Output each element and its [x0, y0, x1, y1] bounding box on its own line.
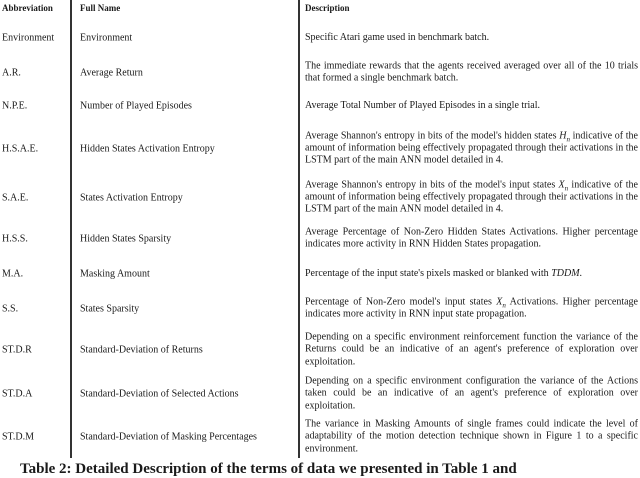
description-text-cont: . [579, 267, 583, 279]
full-name-cell: Hidden States Sparsity [80, 233, 172, 244]
abbreviation-cell: A.R. [2, 67, 21, 78]
math-symbol: TDDM [551, 267, 580, 279]
math-symbol: X [496, 296, 503, 308]
math-subscript: n [566, 134, 570, 143]
description-text: Depending on a specific environment configuration the variance of the Actions taken could be an indicative of an agent's preference of exploration over exploitation. [305, 375, 638, 412]
description-cell [305, 60, 638, 85]
table-row [0, 290, 640, 327]
description-text: Average Shannon's entropy in bits of the model's input states [305, 178, 559, 190]
table-row [0, 176, 640, 219]
math-symbol: X [558, 178, 565, 190]
full-name-cell: Hidden States Activation Entropy [80, 143, 215, 154]
description-cell [305, 130, 638, 167]
description-cell [305, 267, 638, 279]
full-name-cell: Standard-Deviation of Returns [80, 344, 203, 356]
description-cell [305, 226, 638, 251]
full-name-cell: States Activation Entropy [80, 192, 183, 203]
table-row [0, 373, 640, 415]
table-caption: Table 2: Detailed Description of the terms of data we presented in Table 1 and [20, 461, 517, 477]
abbreviation-cell: M.A. [2, 268, 24, 279]
table-row [0, 90, 640, 121]
description-text: Average Percentage of Non-Zero Hidden States Activations. Higher percentage indicates more activity in RNN Hidden States propagation. [305, 226, 638, 250]
table-row [0, 416, 640, 458]
description-cell [305, 418, 638, 455]
description-text: The immediate rewards that the agents received averaged over all of the 10 trials that formed a single benchmark batch. [305, 60, 638, 84]
abbreviation-cell: ST.D.M [2, 431, 35, 443]
math-subscript: n [564, 183, 569, 192]
description-cell [305, 179, 638, 216]
full-name-cell: Masking Amount [80, 268, 150, 279]
header-abbreviation: Abbreviation [2, 3, 53, 13]
full-name-cell: Average Return [80, 67, 143, 78]
table-row [0, 20, 640, 55]
description-cell [305, 31, 638, 43]
abbreviation-cell: ST.D.A [2, 388, 33, 400]
math-symbol: H [559, 129, 567, 141]
description-text: Depending on a specific environment reinforcement function the variance of the Returns could be an indicative of an agent's preference of exploration over exploitation. [305, 331, 638, 368]
abbreviation-cell: N.P.E. [2, 100, 28, 111]
description-cell [305, 99, 638, 111]
table-row [0, 328, 640, 372]
description-text: Specific Atari game used in benchmark batch. [305, 31, 490, 43]
abbreviation-cell: Environment [2, 32, 55, 43]
table-row [0, 220, 640, 257]
description-text: The variance in Masking Amounts of single frames could indicate the level of adaptability of the motion detection technique shown in Figure 1 to a specific environment. [305, 418, 638, 455]
description-text: Percentage of the input state's pixels masked or blanked with [305, 267, 552, 279]
table-row [0, 258, 640, 289]
table-row [0, 55, 640, 90]
header-full-name: Full Name [80, 3, 121, 13]
description-text: Average Shannon's entropy in bits of the model's hidden states [305, 129, 560, 141]
abbreviation-cell: S.S. [2, 303, 19, 314]
description-cell [305, 296, 638, 321]
abbreviation-cell: ST.D.R [2, 344, 32, 356]
full-name-cell: Standard-Deviation of Masking Percentages [80, 431, 257, 443]
full-name-cell: Number of Played Episodes [80, 100, 192, 111]
description-text: Percentage of Non-Zero model's input states [305, 296, 497, 308]
full-name-cell: Environment [80, 32, 133, 43]
full-name-cell: Standard-Deviation of Selected Actions [80, 388, 239, 400]
description-text-cont: indicative of the amount of information being effectively propagated through their activations in the LSTM part of the main ANN model detailed in 4. [305, 178, 638, 215]
description-text-cont: indicative of the amount of information being effectively propagated through their activations in the LSTM part of the main ANN model detailed in 4. [305, 129, 638, 166]
math-subscript: n [502, 301, 506, 310]
description-cell [305, 331, 638, 368]
header-description: Description [305, 2, 350, 13]
abbreviation-cell: H.S.A.E. [2, 143, 39, 154]
table-header [0, 0, 640, 16]
description-cell [305, 375, 638, 412]
description-text-cont: Activations. Higher percentage indicates more activity in RNN input state propagation. [305, 296, 638, 320]
abbreviation-cell: S.A.E. [2, 192, 29, 203]
table-row [0, 122, 640, 175]
full-name-cell: States Sparsity [80, 303, 140, 314]
abbreviation-cell: H.S.S. [2, 233, 28, 244]
description-text: Average Total Number of Played Episodes in a single trial. [305, 99, 540, 111]
